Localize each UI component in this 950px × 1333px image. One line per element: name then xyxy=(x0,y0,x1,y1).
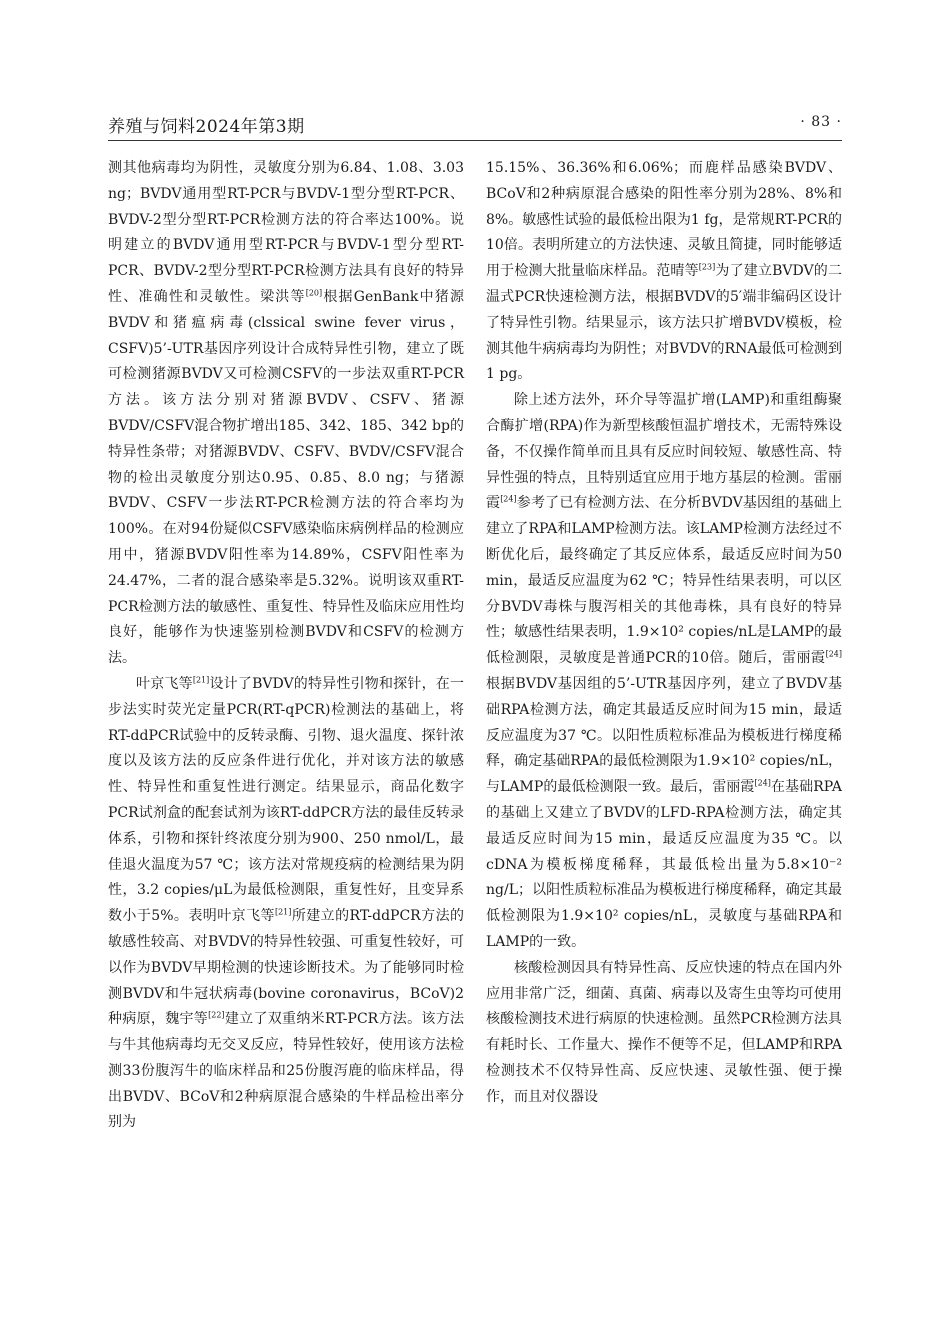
page-header xyxy=(108,108,842,138)
header-rule xyxy=(108,140,842,141)
right-column xyxy=(486,156,842,1110)
journal-title: 养殖与饲料2024年第3期 xyxy=(108,117,305,137)
paragraph: 核酸检测因具有特异性高、反应快速的特点在国内外应用非常广泛，细菌、真菌、病毒以及寄生虫等均可使用核酸检测技术进行病原的快速检测。虽然PCR检测方法具有耗时长、工作量大、操作不便等不足，但LAMP和RPA检测技术不仅特异性高、反应快速、灵敏性强、便于操作，而且对仪器设 xyxy=(486,959,842,1105)
paragraph: 除上述方法外，环介导等温扩增(LAMP)和重组酶聚合酶扩增(RPA)作为新型核酸恒温扩增技术，无需特殊设备，不仅操作简单而且具有反应时间较短、敏感性高、特异性强的特点，且特别适宜应用于地方基层的检测。雷丽霞[24]参考了已有检测方法、在分析BVDV基因组的基础上建立了RPA和LAMP检测方法。该LAMP检测方法经过不断优化后，最终确定了其反应体系，最适反应时间为50 min，最适反应温度为62 ℃；特异性结果表明，可以区分BVDV毒株与腹泻相关的其他毒株，具有良好的特异性；敏感性结果表明，1.9×10² copies/nL是LAMP的最低检测限，灵敏度是普通PCR的10倍。随后，雷丽霞[24]根据BVDV基因组的5’-UTR基因序列，建立了BVDV基础RPA检测方法，确定其最适反应时间为15 min，最适反应温度为37 ℃。以阳性质粒标准品为模板进行梯度稀释，确定基础RPA的最低检测限为1.9×10² copies/nL，与LAMP的最低检测限一致。最后，雷丽霞[24]在基础RPA的基础上又建立了BVDV的LFD-RPA检测方法，确定其最适反应时间为15 min，最适反应温度为35 ℃。以cDNA为模板梯度稀释，其最低检出量为5.8×10⁻² ng/L；以阳性质粒标准品为模板进行梯度稀释，确定其最低检测限为1.9×10² copies/nL，灵敏度与基础RPA和LAMP的一致。 xyxy=(486,392,842,950)
page-number: · 83 · xyxy=(800,114,842,130)
paragraph: 15.15%、36.36%和6.06%；而鹿样品感染BVDV、BCoV和2种病原混合感染的阳性率分别为28%、8%和8%。敏感性试验的最低检出限为1 fg，是常规RT-PCR的10倍。表明所建立的方法快速、灵敏且简捷，同时能够适用于检测大批量临床样品。范晴等[23]为了建立BVDV的二温式PCR快速检测方法，根据BVDV的5′端非编码区设计了特异性引物。结果显示，该方法只扩增BVDV模板，检测其他牛病病毒均为阴性；对BVDV的RNA最低可检测到1 pg。 xyxy=(486,160,842,383)
paragraph: 测其他病毒均为阴性，灵敏度分别为6.84、1.08、3.03 ng；BVDV通用型RT-PCR与BVDV-1型分型RT-PCR、BVDV-2型分型RT-PCR检测方法的符合率达100%。说明建立的BVDV通用型RT-PCR与BVDV-1型分型RT-PCR、BVDV-2型分型RT-PCR检测方法具有良好的特异性、准确性和灵敏性。梁洪等[20]根据GenBank中猪源BVDV和猪瘟病毒(clssical swine fever virus，CSFV)5’-UTR基因序列设计合成特异性引物，建立了既可检测猪源BVDV又可检测CSFV的一步法双重RT-PCR方法。该方法分别对猪源BVDV、CSFV、猪源BVDV/CSFV混合物扩增出185、342、185、342 bp的特异性条带；对猪源BVDV、CSFV、BVDV/CSFV混合物的检出灵敏度分别达0.95、0.85、8.0 ng；与猪源BVDV、CSFV一步法RT-PCR检测方法的符合率均为100%。在对94份疑似CSFV感染临床病例样品的检测应用中，猪源BVDV阳性率为14.89%，CSFV阳性率为24.47%，二者的混合感染率是5.32%。说明该双重RT-PCR检测方法的敏感性、重复性、特异性及临床应用性均良好，能够作为快速鉴别检测BVDV和CSFV的检测方法。 xyxy=(108,160,465,667)
paragraph: 叶京飞等[21]设计了BVDV的特异性引物和探针，在一步法实时荧光定量PCR(RT-qPCR)检测法的基础上，将RT-ddPCR试验中的反转录酶、引物、退火温度、探针浓度以及该方法的反应条件进行优化，并对该方法的敏感性、特异性和重复性进行测定。结果显示，商品化数字PCR试剂盒的配套试剂为该RT-ddPCR方法的最佳反转录体系，引物和探针终浓度分别为900、250 nmol/L，最佳退火温度为57 ℃；该方法对常规疫病的检测结果为阴性，3.2 copies/μL为最低检测限，重复性好，且变异系数小于5%。表明叶京飞等[21]所建立的RT-ddPCR方法的敏感性较高、对BVDV的特异性较强、可重复性较好，可以作为BVDV早期检测的快速诊断技术。为了能够同时检测BVDV和牛冠状病毒(bovine coronavirus，BCoV)2种病原，魏宇等[22]建立了双重纳米RT-PCR方法。该方法与牛其他病毒均无交叉反应，特异性较好，使用该方法检测33份腹泻牛的临床样品和25份腹泻鹿的临床样品，得出BVDV、BCoV和2种病原混合感染的牛样品检出率分别为 xyxy=(108,675,465,1131)
left-column xyxy=(108,156,464,1136)
